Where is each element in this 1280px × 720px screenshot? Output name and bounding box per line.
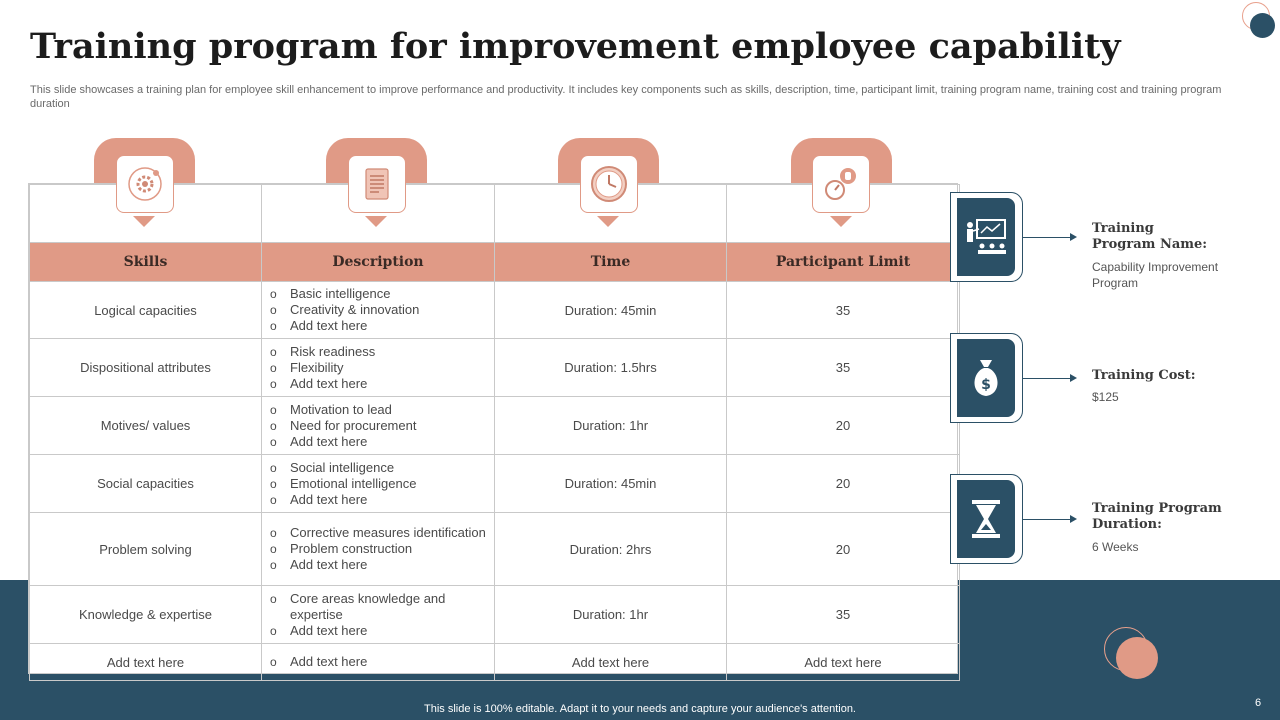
limit-cell: 20: [727, 455, 960, 513]
description-cell: [262, 455, 495, 513]
duration-label: Training Program Duration:: [1092, 501, 1222, 532]
limit-cell: 35: [727, 339, 960, 397]
program-name-card: [950, 192, 1023, 282]
table-row: [30, 282, 960, 339]
duration-value: 6 Weeks: [1092, 540, 1139, 554]
list-item: o Add text here: [270, 654, 488, 670]
list-item: o Add text here: [270, 492, 488, 508]
duration-card: [950, 474, 1023, 564]
page-title: Training program for improvement employee capability: [30, 26, 1121, 67]
list-item: o Risk readiness: [270, 344, 488, 360]
money-bag-icon: [957, 339, 1015, 417]
arrow-connector: [1023, 519, 1075, 520]
skill-cell: Add text here: [30, 644, 262, 681]
list-item: o Social intelligence: [270, 460, 488, 476]
header-description: Description: [262, 243, 495, 282]
dot-decoration: [1116, 637, 1158, 679]
limit-cell: 35: [727, 282, 960, 339]
list-item: o Emotional intelligence: [270, 476, 488, 492]
list-item: o Add text here: [270, 318, 488, 334]
list-item: o Corrective measures identification: [270, 525, 488, 541]
time-cell: Duration: 2hrs: [495, 513, 727, 586]
list-item: o Need for procurement: [270, 418, 488, 434]
table-row: [30, 455, 960, 513]
arrow-connector: [1023, 237, 1075, 238]
time-cell: Duration: 1.5hrs: [495, 339, 727, 397]
description-cell: [262, 282, 495, 339]
chevron-down-icon: [133, 216, 155, 227]
limit-cell: Add text here: [727, 644, 960, 681]
time-cell: Duration: 45min: [495, 455, 727, 513]
document-icon: [348, 155, 406, 213]
list-item: o Add text here: [270, 434, 488, 450]
chevron-down-icon: [830, 216, 852, 227]
hourglass-icon: [957, 480, 1015, 558]
cost-card: [950, 333, 1023, 423]
presentation-icon: [957, 198, 1015, 276]
description-cell: [262, 397, 495, 455]
time-cell: Add text here: [495, 644, 727, 681]
skill-cell: Problem solving: [30, 513, 262, 586]
program-name-label: Training Program Name:: [1092, 221, 1208, 252]
cost-label: Training Cost:: [1092, 368, 1196, 383]
limit-cell: 35: [727, 586, 960, 644]
skill-cell: Dispositional attributes: [30, 339, 262, 397]
list-item: o Problem construction: [270, 541, 488, 557]
limit-cell: 20: [727, 397, 960, 455]
time-cell: Duration: 45min: [495, 282, 727, 339]
list-item: o Motivation to lead: [270, 402, 488, 418]
chevron-down-icon: [597, 216, 619, 227]
svg-text:$: $: [981, 377, 991, 393]
clock-icon: [580, 155, 638, 213]
skill-cell: Knowledge & expertise: [30, 586, 262, 644]
page-number: 6: [1255, 697, 1262, 709]
list-item: o Flexibility: [270, 360, 488, 376]
list-item: o Add text here: [270, 557, 488, 573]
description-cell: [262, 339, 495, 397]
chevron-down-icon: [365, 216, 387, 227]
list-item: o Add text here: [270, 376, 488, 392]
header-skills: Skills: [30, 243, 262, 282]
time-cell: Duration: 1hr: [495, 397, 727, 455]
skill-cell: Motives/ values: [30, 397, 262, 455]
header-time: Time: [495, 243, 727, 282]
page-subtitle: This slide showcases a training plan for employee skill enhancement to improve performance and productivity. It includes key components such as skills, description, time, participant limit, training program name, training cost and training program duration: [30, 84, 1222, 110]
table-row: [30, 644, 960, 681]
description-cell: [262, 586, 495, 644]
list-item: o Core areas knowledge and expertise: [270, 591, 488, 623]
table-row: [30, 586, 960, 644]
training-table: [28, 183, 958, 674]
table-row: [30, 339, 960, 397]
skill-cell: Logical capacities: [30, 282, 262, 339]
footer-note: This slide is 100% editable. Adapt it to your needs and capture your audience's attention.: [424, 703, 856, 715]
gauge-hand-icon: [812, 155, 870, 213]
gear-target-icon: [116, 155, 174, 213]
program-name-value: Capability Improvement Program: [1092, 260, 1219, 290]
description-cell: [262, 513, 495, 586]
list-item: o Add text here: [270, 623, 488, 639]
cost-value: $125: [1092, 390, 1119, 404]
header-participant-limit: Participant Limit: [727, 243, 960, 282]
table-row: [30, 397, 960, 455]
time-cell: Duration: 1hr: [495, 586, 727, 644]
corner-dot-decoration: [1250, 13, 1275, 38]
list-item: o Basic intelligence: [270, 286, 488, 302]
header-row: [30, 243, 960, 282]
limit-cell: 20: [727, 513, 960, 586]
table-row: [30, 513, 960, 586]
list-item: o Creativity & innovation: [270, 302, 488, 318]
description-cell: [262, 644, 495, 681]
skill-cell: Social capacities: [30, 455, 262, 513]
arrow-connector: [1023, 378, 1075, 379]
